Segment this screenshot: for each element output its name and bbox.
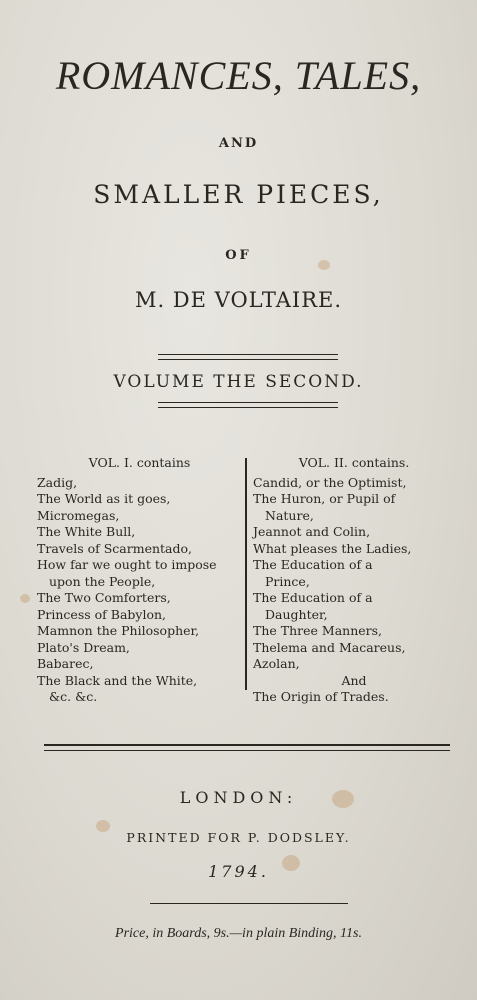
vol1-item: Zadig, xyxy=(37,474,78,490)
vol1-item: Travels of Scarmentado, xyxy=(37,540,193,556)
divider-rule xyxy=(44,744,450,746)
vol2-item: The Huron, or Pupil of xyxy=(253,491,396,506)
title-line-1: ROMANCES, TALES, xyxy=(55,53,422,98)
vol1-item: The World as it goes, xyxy=(37,491,171,506)
vol1-item: How far we ought to impose xyxy=(37,557,217,572)
author-name: M. DE VOLTAIRE. xyxy=(134,288,343,312)
vol1-item: The Black and the White, xyxy=(37,672,198,688)
vol1-item: Mamnon the Philosopher, xyxy=(37,623,200,638)
vol2-item: Candid, or the Optimist, xyxy=(253,474,407,490)
vol2-item: Thelema and Macareus, xyxy=(253,639,406,655)
column-divider xyxy=(245,458,247,690)
divider-rule xyxy=(150,903,348,904)
vol2-item: The Three Manners, xyxy=(253,623,383,638)
vol2-item: Prince, xyxy=(265,573,310,589)
price-line: Price, in Boards, 9s.—in plain Binding, 11s. xyxy=(115,926,362,941)
title-line-2: SMALLER PIECES, xyxy=(93,180,384,209)
vol1-item: The White Bull, xyxy=(37,524,136,539)
imprint-printer: PRINTED FOR P. DODSLEY. xyxy=(126,830,351,845)
imprint-year: 1794. xyxy=(208,862,269,881)
vol2-item: And xyxy=(341,672,367,688)
vol1-item: upon the People, xyxy=(49,573,156,589)
vol2-item: Jeannot and Colin, xyxy=(253,524,371,539)
divider-rule xyxy=(44,750,450,751)
divider-rule xyxy=(158,354,338,355)
vol2-item: The Education of a xyxy=(253,557,373,572)
imprint-city: LONDON: xyxy=(179,788,298,807)
vol1-item: Babarec, xyxy=(37,656,94,671)
vol1-heading: VOL. I. contains xyxy=(88,455,191,470)
vol2-item: Azolan, xyxy=(253,656,300,671)
divider-rule xyxy=(158,407,338,408)
vol1-item: Princess of Babylon, xyxy=(37,606,167,622)
vol2-item: Daughter, xyxy=(265,606,328,622)
title-and: AND xyxy=(218,136,259,151)
vol2-contents xyxy=(253,455,455,706)
divider-rule xyxy=(158,359,338,360)
vol2-item: Nature, xyxy=(265,507,314,523)
vol2-item: The Origin of Trades. xyxy=(253,689,389,704)
vol1-item: The Two Comforters, xyxy=(37,590,171,605)
volume-heading: VOLUME THE SECOND. xyxy=(113,372,364,392)
foxing-spot xyxy=(20,594,30,603)
divider-rule xyxy=(158,402,338,403)
vol2-item: The Education of a xyxy=(253,590,373,605)
vol2-item: What pleases the Ladies, xyxy=(253,540,412,556)
title-of: OF xyxy=(225,248,252,263)
vol1-item: Micromegas, xyxy=(37,507,120,523)
vol1-item: Plato's Dream, xyxy=(37,639,130,655)
vol1-contents xyxy=(37,455,242,706)
vol1-item: &c. &c. xyxy=(49,689,98,704)
vol2-heading: VOL. II. contains. xyxy=(298,455,410,470)
